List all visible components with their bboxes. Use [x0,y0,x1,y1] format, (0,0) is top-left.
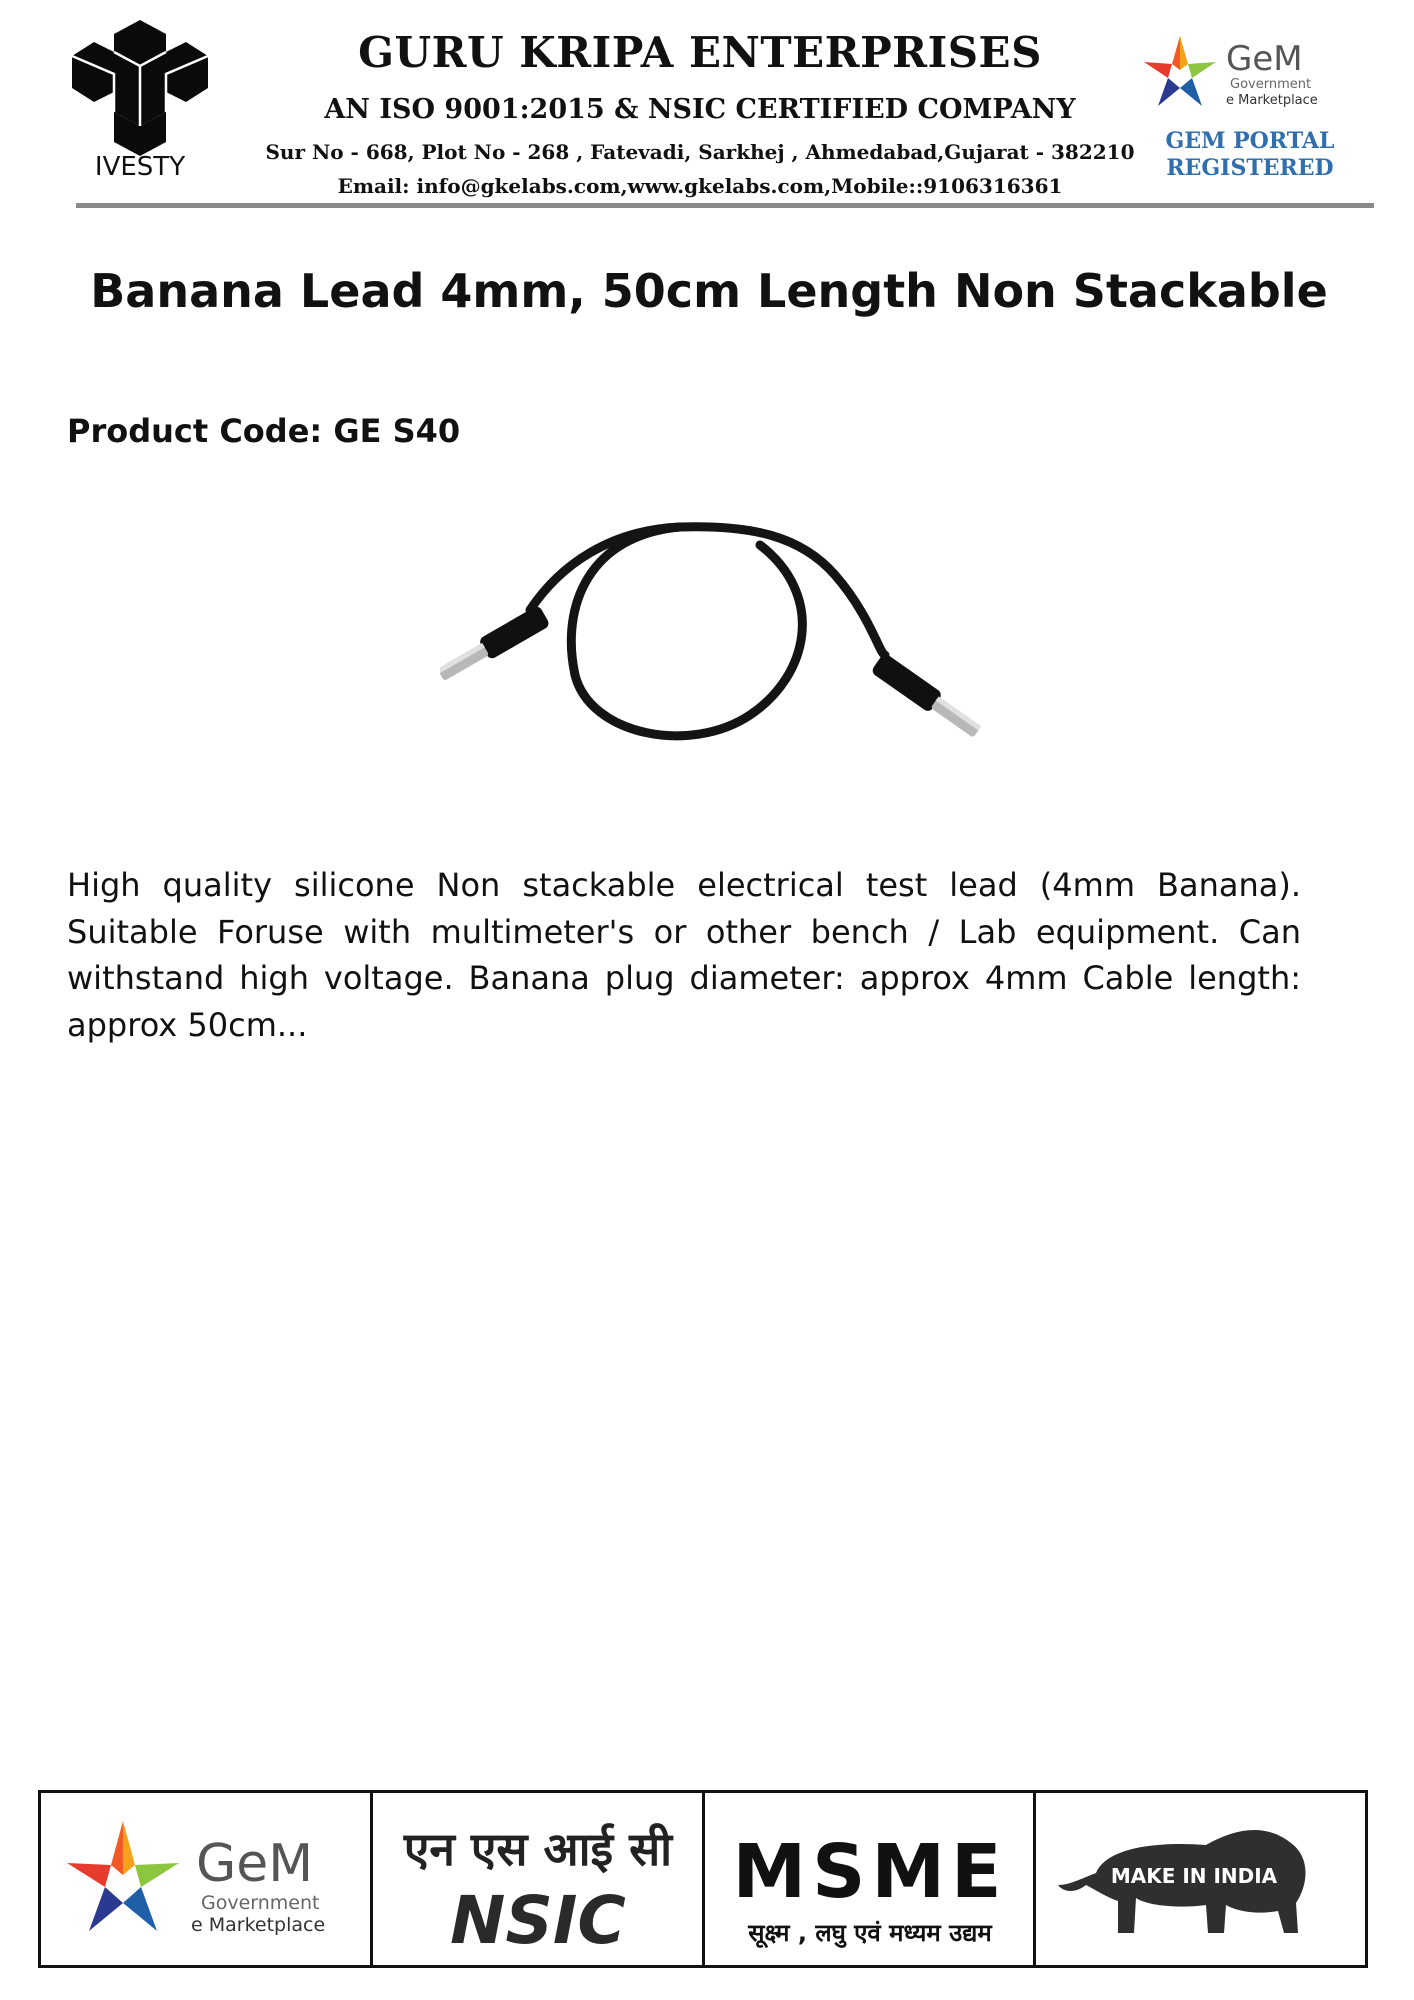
nsic-logo-icon [373,1793,703,1965]
gem-line1: Government [1230,77,1312,92]
gem-footer-line2: e Marketplace [191,1914,326,1936]
header-divider [76,203,1374,208]
company-address: Sur No - 668, Plot No - 268 , Fatevadi, Sarkhej , Ahmedabad,Gujarat - 382210 [265,140,1135,164]
msme-hindi: सूक्ष्म , लघु एवं मध्यम उद्यम [747,1919,992,1947]
gem-logo-icon [1140,30,1330,120]
gem-footer-logo-icon [41,1793,371,1965]
nsic-hindi: एन एस आई सी [403,1822,672,1876]
msme-latin: MSME [731,1829,1008,1915]
nsic-latin: NSIC [449,1882,626,1959]
company-name: GURU KRIPA ENTERPRISES [358,28,1042,77]
gem-footer-line1: Government [201,1892,320,1914]
make-in-india-text: MAKE IN INDIA [1111,1864,1278,1888]
gem-wordmark: GeM [1226,39,1303,79]
msme-logo-icon [705,1793,1035,1965]
product-description: High quality silicone Non stackable electrical test lead (4mm Banana). Suitable Foruse with multimeter's or other bench / Lab equipment. Can withstand high voltage. Banana plug diameter: approx 4mm Cable length: approx 50cm... [67,866,1301,1044]
footer-nsic-cell [373,1793,705,1965]
footer-msme-cell [705,1793,1037,1965]
company-certification: AN ISO 9001:2015 & NSIC CERTIFIED COMPANY [324,94,1076,125]
product-title: Banana Lead 4mm, 50cm Length Non Stackable [90,264,1328,318]
banana-lead-image [440,505,1000,775]
certification-logos-strip [38,1790,1368,1968]
gem-registered-label: REGISTERED [1166,155,1334,181]
company-contact: Email: info@gkelabs.com,www.gkelabs.com,Mobile::9106316361 [337,174,1063,198]
product-code: Product Code: GE S40 [67,412,461,450]
gem-footer-wordmark: GeM [196,1834,314,1894]
footer-gem-cell [41,1793,373,1965]
footer-make-in-india-cell [1036,1793,1365,1965]
make-in-india-lion-icon [1036,1793,1366,1965]
gem-portal-label: GEM PORTAL [1165,128,1335,154]
gem-line2: e Marketplace [1226,93,1318,108]
ivesty-logo-text: IVESTY [94,152,186,182]
